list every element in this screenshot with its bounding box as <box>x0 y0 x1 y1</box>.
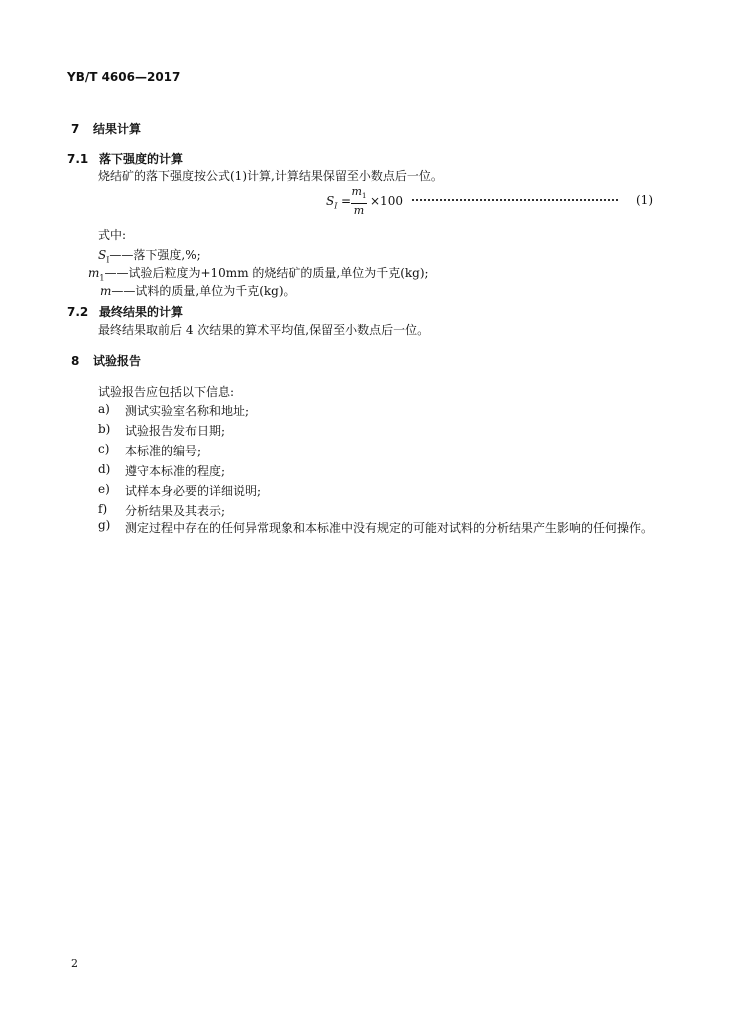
formula-multiplier: ×100 <box>370 194 403 208</box>
section-7-2-heading <box>67 303 183 320</box>
section-7-1-heading <box>67 150 183 167</box>
section-title: 最终结果的计算 <box>99 305 184 319</box>
section-7-2-text: 最终结果取前后 4 次结果的算术平均值,保留至小数点后一位。 <box>98 323 430 337</box>
section-number: 7.2 <box>67 305 89 319</box>
section-number: 7 <box>71 122 80 136</box>
variable-definition: m——试料的质量,单位为千克(kg)。 <box>100 284 296 298</box>
section-title: 试验报告 <box>93 354 142 368</box>
section-title: 结果计算 <box>93 122 142 136</box>
formula-fraction: $m_1$ m <box>351 185 367 218</box>
variable-definition: $S_I——$落下强度,%; <box>98 248 201 265</box>
section-number: 7.1 <box>67 152 89 166</box>
formula-1 <box>326 185 653 218</box>
section-8-heading <box>71 352 141 369</box>
where-label: 式中: <box>98 228 127 242</box>
formula-intro: 烧结矿的落下强度按公式(1)计算,计算结果保留至小数点后一位。 <box>98 169 443 183</box>
formula-equals: = <box>341 194 352 208</box>
section-7-heading <box>71 120 141 137</box>
section-8-intro: 试验报告应包括以下信息: <box>98 385 235 399</box>
formula-leader-dots <box>412 199 618 201</box>
section-number: 8 <box>71 354 80 368</box>
variable-definition: $m_1——$试验后粒度为+10mm 的烧结矿的质量,单位为千克(kg); <box>88 266 429 283</box>
equation-number: (1) <box>636 193 653 207</box>
page-number: 2 <box>71 957 78 970</box>
formula-lhs: $S_I$ <box>326 194 338 211</box>
document-id: YB/T 4606—2017 <box>67 70 181 84</box>
section-title: 落下强度的计算 <box>99 152 184 166</box>
